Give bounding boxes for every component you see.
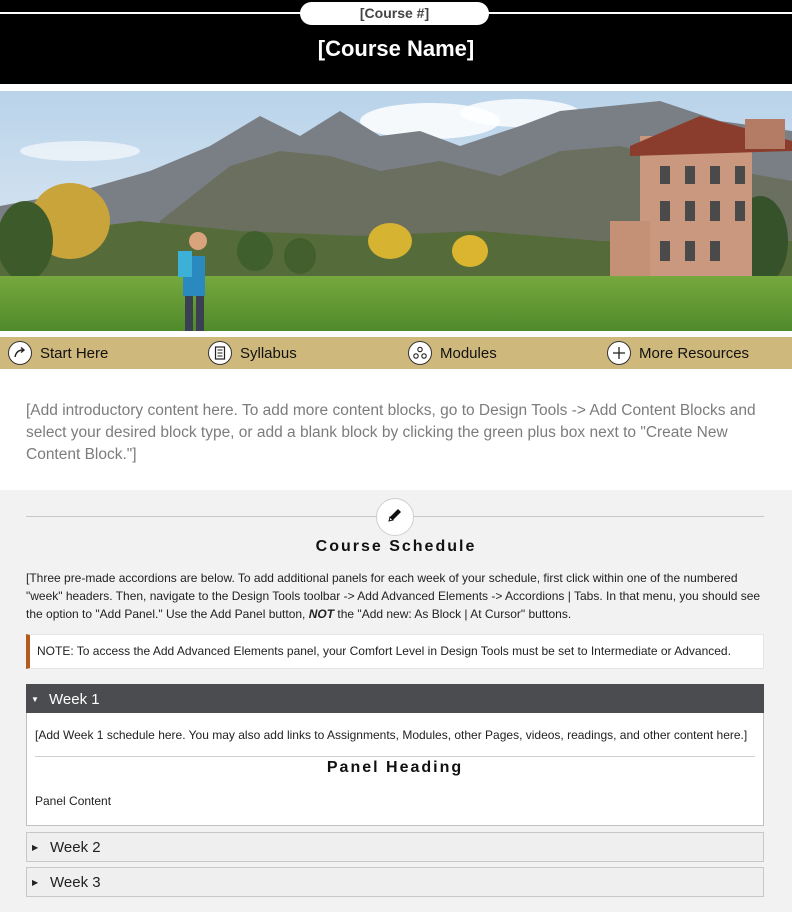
- accordion-label: Week 3: [50, 873, 101, 891]
- quick-nav-bar: [0, 337, 792, 369]
- edit-block-button[interactable]: [376, 498, 414, 536]
- instructions-text: [Three pre-made accordions are below. To add additional panels for each week of your schedule, first click within one of the numbered "week" headers. Then, navigate to the Design Tools toolbar -> Add Advanced Elements -> Accordions | Tabs. In that menu, you should see the option to "Add Panel." Use the Add Panel button,: [26, 571, 761, 621]
- nav-syllabus[interactable]: [208, 337, 297, 369]
- modules-icon: [408, 341, 432, 365]
- accordion-label: Week 1: [49, 690, 100, 708]
- instructions-text-end: the "Add new: As Block | At Cursor" buttons.: [334, 607, 572, 621]
- nav-start-here[interactable]: [8, 337, 108, 369]
- panel-heading: Panel Heading: [326, 759, 464, 776]
- caret-right-icon: ▶: [32, 877, 39, 887]
- week-1-schedule-text: [Add Week 1 schedule here. You may also add links to Assignments, Modules, other Pages, videos, readings, and other content here.]: [35, 728, 748, 742]
- nav-label: More Resources: [639, 344, 750, 362]
- caret-down-icon: ▼: [31, 694, 39, 704]
- note-callout: NOTE: To access the Add Advanced Elements panel, your Comfort Level in Design Tools must be set to Intermediate or Advanced.: [26, 634, 764, 669]
- instructions-emphasis: NOT: [308, 607, 335, 621]
- plus-icon: [607, 341, 631, 365]
- schedule-instructions: [26, 569, 764, 623]
- nav-modules[interactable]: [408, 337, 497, 369]
- hero-campus-image: [0, 91, 792, 331]
- course-banner: [0, 0, 792, 84]
- course-schedule-heading: Course Schedule: [315, 538, 477, 555]
- course-title: [Course Name]: [317, 36, 475, 61]
- syllabus-icon: [208, 341, 232, 365]
- nav-label: Syllabus: [240, 344, 297, 362]
- accordion-week-3-header[interactable]: [26, 867, 764, 897]
- accordion-week-2-header[interactable]: [26, 832, 764, 862]
- pencil-icon: [386, 506, 404, 529]
- accordion-week-1-header[interactable]: [26, 684, 764, 714]
- panel-content: Panel Content: [35, 794, 112, 808]
- course-number-pill: [Course #]: [300, 2, 489, 25]
- share-arrow-icon: [8, 341, 32, 365]
- nav-more-resources[interactable]: [607, 337, 749, 369]
- nav-label: Start Here: [40, 344, 109, 362]
- intro-content: [Add introductory content here. To add more content blocks, go to Design Tools -> Add Content Blocks and select your desired block type, or add a blank block by clicking the green plus box next to "Create New Content Block."]: [26, 402, 756, 463]
- accordion-label: Week 2: [50, 838, 101, 856]
- nav-label: Modules: [440, 344, 497, 362]
- accordion-week-1-panel: [26, 713, 764, 826]
- caret-right-icon: ▶: [32, 842, 39, 852]
- panel-divider: [35, 756, 755, 757]
